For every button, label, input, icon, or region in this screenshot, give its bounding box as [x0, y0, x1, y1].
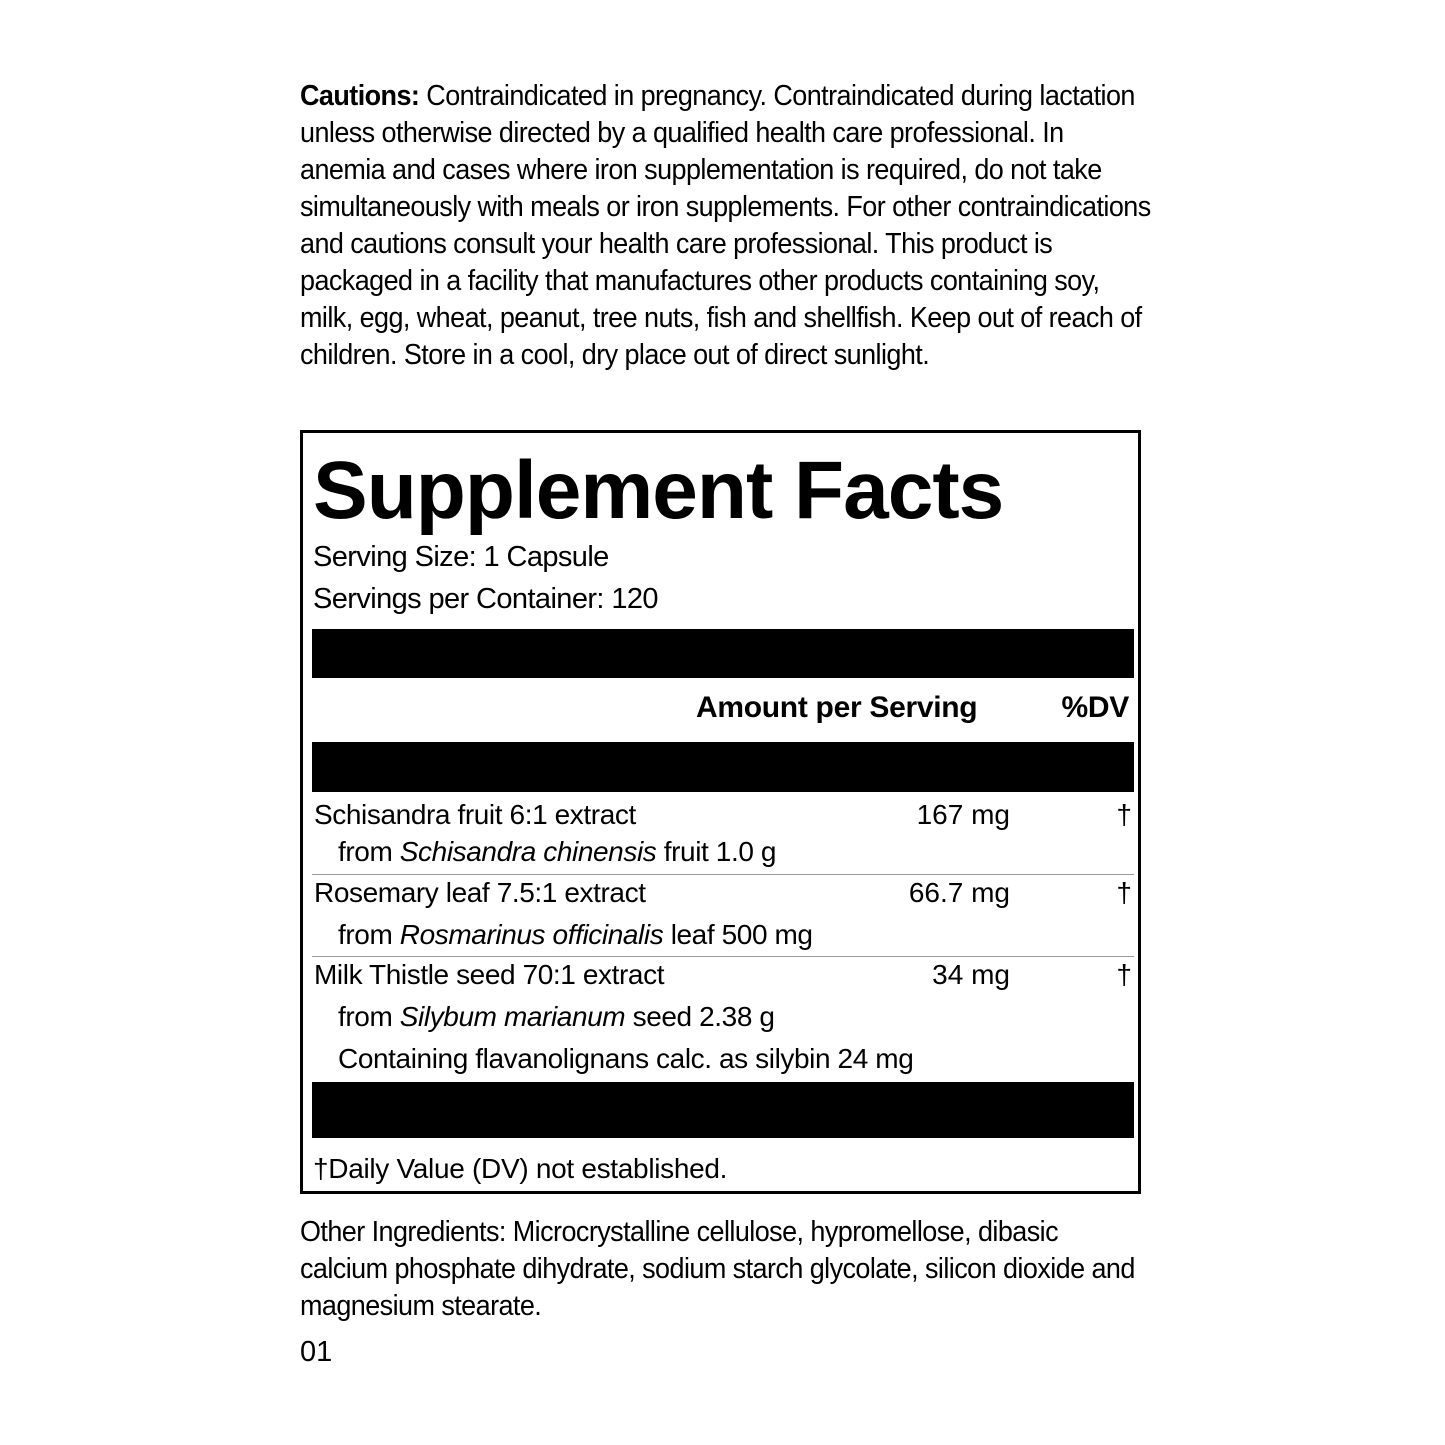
lot-code: 01 [300, 1336, 333, 1368]
ingredient-row [312, 959, 1134, 1079]
ingredient-dv: † [1116, 799, 1132, 830]
species-name: Schisandra chinensis [399, 836, 657, 867]
ingredient-name: Milk Thistle seed 70:1 extract [314, 959, 665, 990]
other-ingredients: Other Ingredients: Microcrystalline cellulose, hypromellose, dibasic calcium phosphate dihydrate, sodium starch glycolate, silicon dioxide and magnesium stearate. [300, 1216, 1135, 1322]
ingredient-row [312, 877, 1134, 957]
ingredient-amount: 66.7 mg [908, 877, 1010, 908]
ingredient-amount: 34 mg [932, 959, 1010, 990]
thick-divider [312, 629, 1134, 678]
ingredient-dv: † [1116, 877, 1132, 908]
dv-footnote: †Daily Value (DV) not established. [313, 1153, 728, 1184]
row-separator [312, 874, 1134, 875]
serving-size: Serving Size: 1 Capsule [313, 541, 609, 573]
amount-per-serving-header: Amount per Serving [696, 691, 978, 724]
ingredient-source: from Rosmarinus officinalis leaf 500 mg [338, 919, 813, 950]
ingredient-amount: 167 mg [916, 799, 1010, 830]
thick-divider [312, 742, 1134, 792]
species-name: Silybum marianum [399, 1001, 626, 1032]
ingredient-dv: † [1116, 959, 1132, 990]
ingredient-name: Schisandra fruit 6:1 extract [314, 799, 636, 830]
cautions-text [300, 78, 1151, 374]
thick-divider [312, 1082, 1134, 1138]
ingredient-source: from Schisandra chinensis fruit 1.0 g [338, 836, 777, 867]
supplement-facts-panel [300, 430, 1141, 1194]
ingredient-row [312, 799, 1134, 875]
ingredient-note: Containing flavanolignans calc. as silybin 24 mg [338, 1043, 914, 1074]
cautions-label: Cautions: [300, 80, 420, 112]
species-name: Rosmarinus officinalis [399, 919, 664, 950]
dv-header: %DV [1061, 691, 1129, 724]
cautions-body: Contraindicated in pregnancy. Contraindicated during lactation unless otherwise directed by a qualified health care professional. In anemia and cases where iron supplementation is required, do not take simultaneously with meals or iron supplements. For other contraindications and cautions consult your health care professional. This product is packaged in a facility that manufactures other products containing soy, milk, egg, wheat, peanut, tree nuts, fish and shellfish. Keep out of reach of children. Store in a cool, dry place out of direct sunlight. [300, 80, 1151, 371]
ingredient-name: Rosemary leaf 7.5:1 extract [314, 877, 646, 908]
servings-per-container: Servings per Container: 120 [313, 583, 658, 615]
ingredient-source: from Silybum marianum seed 2.38 g [338, 1001, 775, 1032]
facts-title: Supplement Facts [313, 445, 1004, 536]
row-separator [312, 956, 1134, 957]
